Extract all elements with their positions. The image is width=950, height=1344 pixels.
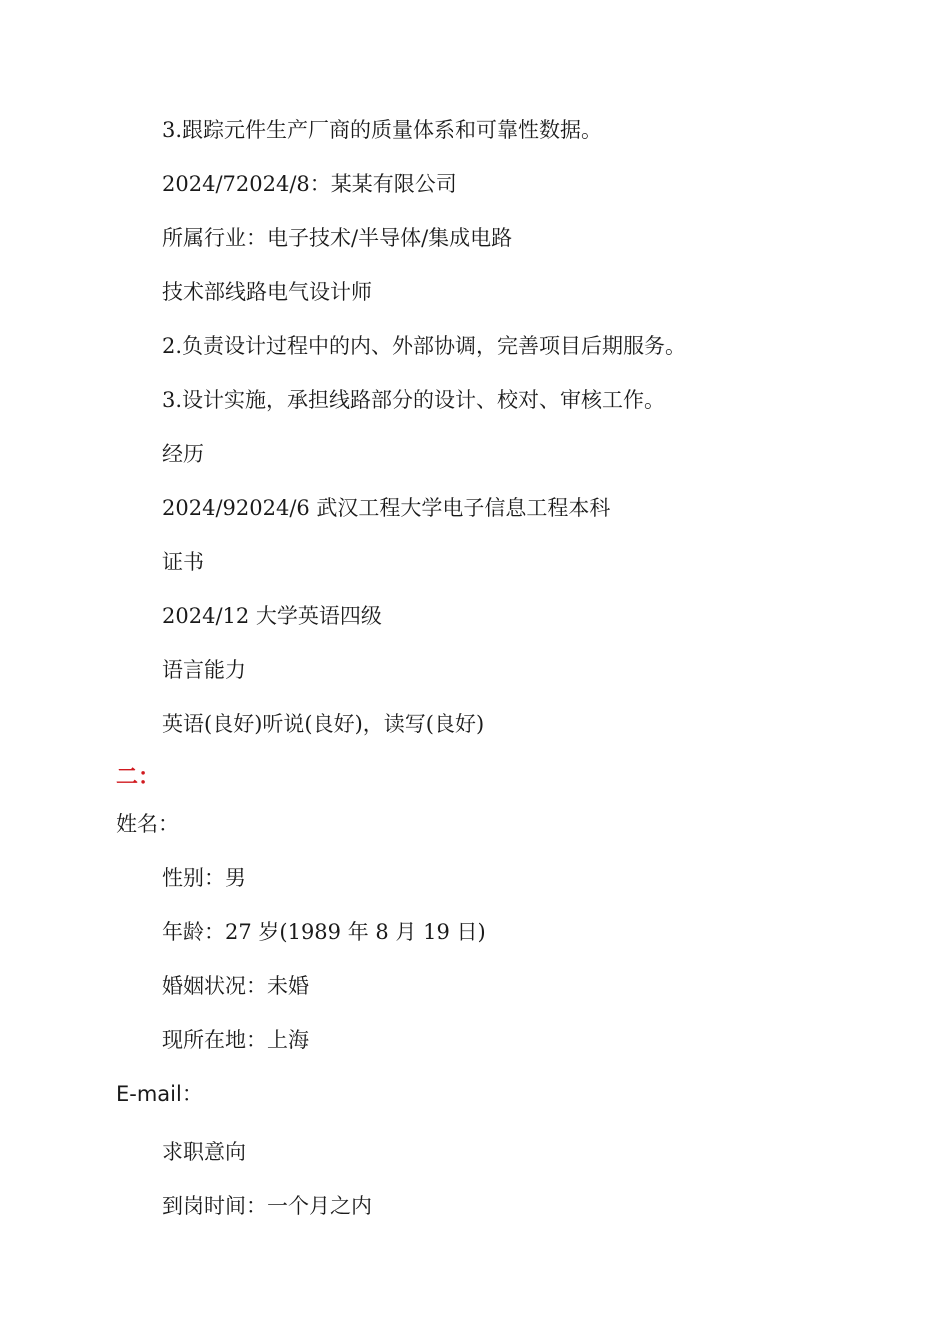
text-line: 2024/72024/8：某某有限公司	[162, 172, 457, 196]
text-line: 3.设计实施，承担线路部分的设计、校对、审核工作。	[162, 388, 666, 412]
age-line: 年龄：27 岁(1989 年 8 月 19 日)	[162, 920, 486, 944]
section-label-job-intent: 求职意向	[162, 1140, 246, 1164]
text-line: 3.跟踪元件生产厂商的质量体系和可靠性数据。	[162, 118, 603, 142]
text-line: 英语(良好)听说(良好)，读写(良好)	[162, 712, 485, 736]
text-line: 所属行业：电子技术/半导体/集成电路	[162, 226, 513, 250]
text-line: 2024/12 大学英语四级	[162, 604, 382, 628]
section-label-certificates: 证书	[162, 550, 204, 574]
text-line: 技术部线路电气设计师	[162, 280, 372, 304]
section-heading: 二：	[116, 765, 161, 790]
text-line: 2024/92024/6 武汉工程大学电子信息工程本科	[162, 496, 611, 520]
section-label-experience: 经历	[162, 442, 204, 466]
availability-line: 到岗时间：一个月之内	[162, 1194, 372, 1218]
text-line: 2.负责设计过程中的内、外部协调，完善项目后期服务。	[162, 334, 687, 358]
marital-status-line: 婚姻状况：未婚	[162, 974, 309, 998]
email-label: E-mail：	[116, 1082, 203, 1106]
section-label-languages: 语言能力	[162, 658, 246, 682]
name-label: 姓名：	[116, 812, 179, 836]
gender-line: 性别：男	[162, 866, 246, 890]
location-line: 现所在地：上海	[162, 1028, 309, 1052]
